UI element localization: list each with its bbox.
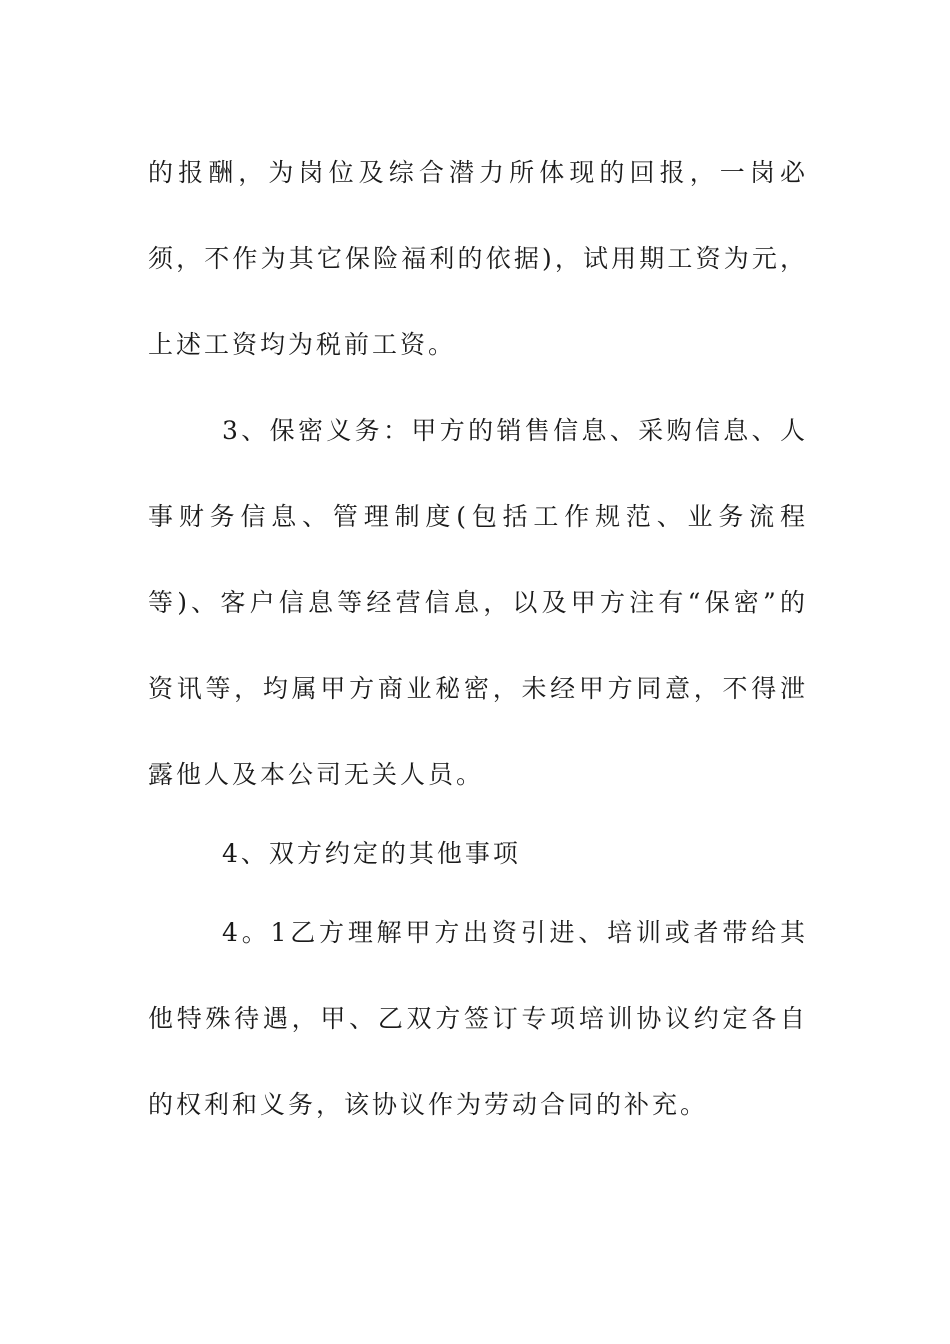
section-heading-other-matters: 4、双方约定的其他事项 xyxy=(222,839,521,868)
document-body xyxy=(148,130,808,1148)
paragraph-training-agreement: 4。1乙方理解甲方出资引进、培训或者带给其他特殊待遇，甲、乙双方签订专项培训协议约定各自的权利和义务，该协议作为劳动合同的补充。 xyxy=(148,918,808,1119)
paragraph-confidentiality: 3、保密义务：甲方的销售信息、采购信息、人事财务信息、管理制度(包括工作规范、业务流程等)、客户信息等经营信息，以及甲方注有“保密”的资讯等，均属甲方商业秘密，未经甲方同意，不得泄露他人及本公司无关人员。 xyxy=(148,416,808,789)
paragraph-salary-continuation: 的报酬，为岗位及综合潜力所体现的回报，一岗必须，不作为其它保险福利的依据)，试用期工资为元，上述工资均为税前工资。 xyxy=(148,158,808,359)
